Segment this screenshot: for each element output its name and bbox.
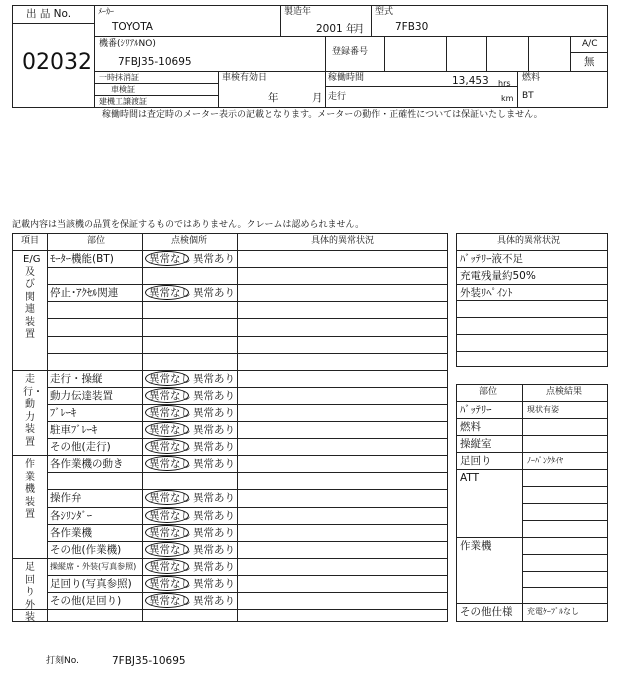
status-ok: 異常なし [149, 424, 191, 436]
ac-value: 無 [584, 56, 595, 68]
detail-entry: 充電残量約50% [460, 270, 536, 282]
status-ng: 異常あり [193, 578, 235, 590]
status-ng: 異常あり [193, 458, 235, 470]
col-check-header: 点検個所 [171, 236, 208, 246]
stamp-value: 7FBJ35-10695 [112, 655, 186, 667]
result-col-result: 点検結果 [546, 387, 583, 397]
result-value: 現状有姿 [527, 405, 559, 414]
status-ng: 異常あり [193, 527, 235, 539]
status-ng: 異常あり [193, 373, 235, 385]
ac-label: A/C [582, 39, 598, 49]
status-ng: 異常あり [193, 561, 235, 573]
detail-table-header: 具体的異常状況 [497, 236, 561, 246]
detail-entry: 外装ﾘﾍﾟｲﾝﾄ [460, 287, 513, 299]
result-part: その他仕様 [460, 606, 513, 618]
fuel-label: 燃料 [522, 73, 541, 83]
status-ok: 異常なし [149, 527, 191, 539]
row-part-label: その他(走行) [50, 441, 111, 453]
status-ok: 異常なし [149, 458, 191, 470]
row-part-label: 停止･ｱｸｾﾙ関連 [50, 287, 119, 299]
row-part-label: 駐車ﾌﾞﾚｰｷ [50, 424, 98, 436]
status-ng: 異常あり [193, 253, 235, 265]
section-label: E/G及び関連装置 [23, 254, 41, 340]
row-part-label: 各ｼﾘﾝﾀﾞｰ [50, 510, 92, 522]
status-ng: 異常あり [193, 287, 235, 299]
meter-disclaimer: 稼働時間は査定時のメーター表示の記載となります。メーターの動作・正確性については保証いたしません。 [102, 110, 543, 120]
year-value: 2001 年 [316, 23, 357, 35]
status-ng: 異常あり [193, 510, 235, 522]
maker-label: ﾒｰｶｰ [98, 7, 114, 16]
status-ok: 異常なし [149, 407, 191, 419]
status-ok: 異常なし [149, 287, 191, 299]
result-col-part: 部位 [479, 387, 498, 397]
status-ng: 異常あり [193, 441, 235, 453]
row-part-label: 各作業機 [50, 527, 92, 539]
row-part-label: 足回り(写真参照) [50, 578, 132, 590]
status-ng: 異常あり [193, 424, 235, 436]
hours-unit: hrs [498, 79, 511, 88]
row-part-label: 動力伝達装置 [50, 390, 113, 402]
status-ng: 異常あり [193, 492, 235, 504]
year-month-unit: 月 [354, 23, 365, 35]
status-ok: 異常なし [149, 595, 191, 607]
row-part-label: その他(作業機) [50, 544, 122, 556]
status-ok: 異常なし [149, 578, 191, 590]
result-part: 足回り [460, 455, 492, 467]
model-label: 型式 [375, 7, 394, 17]
inspection-month-unit: 月 [312, 92, 323, 104]
status-ng: 異常あり [193, 544, 235, 556]
result-value: ﾉｰﾊﾟﾝｸﾀｲﾔ [527, 456, 563, 465]
col-detail-header: 具体的異常状況 [311, 236, 375, 246]
status-ng: 異常あり [193, 595, 235, 607]
status-ok: 異常なし [149, 390, 191, 402]
status-ok: 異常なし [149, 510, 191, 522]
result-value: 充電ｹｰﾌﾞﾙなし [527, 607, 579, 616]
status-ok: 異常なし [149, 561, 191, 573]
section-label: 作業機装置 [25, 459, 35, 520]
status-ok: 異常なし [149, 373, 191, 385]
row-part-label: 走行・操縦 [50, 373, 103, 385]
section-label: 走行・動力装置 [23, 374, 43, 448]
maker-value: TOYOTA [112, 21, 153, 33]
cert-machine-transfer: 建機工譲渡証 [99, 97, 147, 106]
row-part-label: ﾌﾞﾚｰｷ [50, 407, 77, 419]
col-part-header: 部位 [87, 236, 106, 246]
model-value: 7FB30 [395, 21, 429, 33]
cert-temp-deregistration: 一時抹消証 [99, 73, 139, 82]
lot-label: 出 品 No. [26, 8, 72, 20]
lot-number: 02032 [22, 50, 92, 75]
result-part: ATT [460, 472, 480, 484]
result-part: 操縦室 [460, 438, 492, 450]
fuel-value: BT [522, 91, 534, 101]
status-ok: 異常なし [149, 492, 191, 504]
result-part: 作業機 [460, 540, 492, 552]
row-part-label: 操作弁 [50, 492, 82, 504]
status-ok: 異常なし [149, 253, 191, 265]
status-ok: 異常なし [149, 544, 191, 556]
year-label: 製造年 [284, 7, 312, 17]
result-part: ﾊﾞｯﾃﾘｰ [460, 404, 492, 416]
stamp-label: 打刻No. [46, 656, 79, 666]
status-ng: 異常あり [193, 407, 235, 419]
row-part-label: 操縦席・外装(写真参照) [50, 562, 137, 571]
status-ok: 異常なし [149, 441, 191, 453]
cert-vehicle-inspection: 車検証 [111, 85, 135, 94]
quality-disclaimer: 記載内容は当該機の品質を保証するものではありません。クレームは認められません。 [12, 220, 365, 230]
serial-label: 機番(ｼﾘｱﾙNO) [99, 39, 156, 49]
inspection-year-unit: 年 [268, 92, 279, 104]
detail-entry: ﾊﾞｯﾃﾘｰ液不足 [460, 253, 523, 265]
serial-value: 7FBJ35-10695 [118, 56, 192, 68]
km-unit: km [501, 94, 514, 103]
row-part-label: 各作業機の動き [50, 458, 124, 470]
section-label: 足回り外装 [25, 562, 35, 623]
row-part-label: ﾓｰﾀｰ機能(BT) [50, 253, 114, 265]
row-part-label: その他(足回り) [50, 595, 122, 607]
registration-label: 登録番号 [332, 47, 369, 57]
header-frame [12, 5, 608, 108]
inspection-valid-label: 車検有効日 [222, 73, 268, 83]
result-part: 燃料 [460, 421, 481, 433]
operating-hours-value: 13,453 [452, 75, 489, 87]
operating-hours-label: 稼働時間 [328, 73, 365, 83]
status-ng: 異常あり [193, 390, 235, 402]
travel-label: 走行 [328, 92, 347, 102]
col-item-header: 項目 [21, 236, 40, 246]
